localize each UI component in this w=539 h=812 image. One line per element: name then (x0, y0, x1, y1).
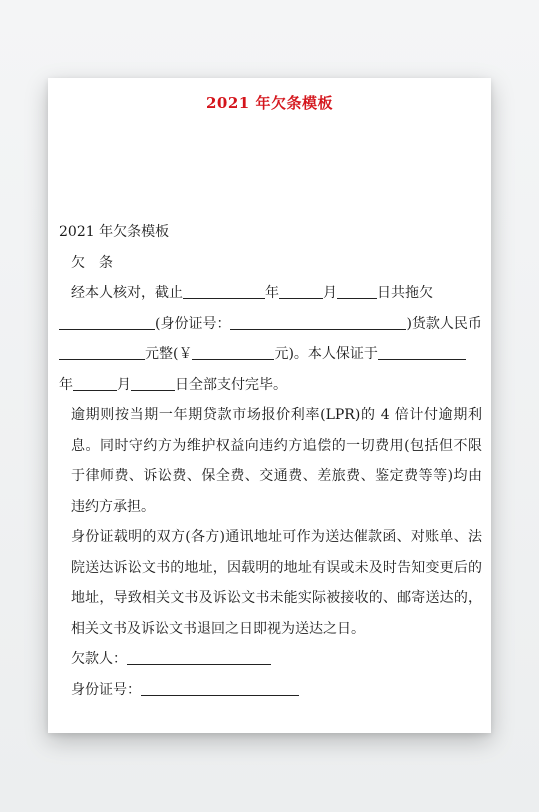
line4-text-b: 月 (117, 376, 131, 393)
document-title: 2021 年欠条模板 (206, 94, 333, 112)
line2-text-b: )货款人民币 (406, 315, 482, 332)
blank-year-2 (378, 345, 466, 360)
blank-amount-words (59, 345, 145, 360)
blank-day-2 (131, 376, 175, 391)
id-number-blank (141, 681, 299, 696)
blank-month-2 (73, 376, 117, 391)
blank-amount-number (192, 345, 274, 360)
debtor-signature-line (59, 644, 482, 675)
line2-text-a: (身份证号： (155, 315, 231, 332)
debtor-label: 欠款人： (71, 651, 127, 667)
line4-text-c: 日全部支付完毕。 (175, 376, 287, 393)
debt-line-4 (59, 370, 482, 401)
line1-text-b: 年 (265, 285, 279, 301)
blank-id-number (230, 315, 406, 330)
blank-day-1 (337, 284, 377, 299)
debtor-signature-blank (127, 650, 271, 665)
blank-month-1 (279, 284, 323, 299)
blank-creditor (59, 315, 155, 330)
blank-year-1 (183, 284, 265, 299)
heading-left: 欠 (71, 254, 85, 271)
line1-text-a: 经本人核对，截止 (71, 285, 183, 301)
line1-text-d: 日共拖欠 (377, 285, 433, 301)
debt-line-3 (59, 339, 482, 370)
id-number-line (59, 675, 482, 706)
document-page (48, 78, 491, 733)
heading-right: 条 (99, 254, 113, 271)
subtitle: 2021 年欠条模板 (59, 224, 170, 240)
line1-text-c: 月 (323, 285, 337, 301)
id-number-label: 身份证号： (71, 681, 141, 698)
line3-text-b: 元)。本人保证于 (274, 346, 378, 362)
document-body (59, 217, 482, 705)
debt-line-2 (59, 309, 482, 340)
subtitle-line (59, 217, 482, 248)
heading-line (59, 248, 482, 279)
line3-text-a: 元整(￥ (145, 346, 193, 362)
debt-line-1 (59, 278, 482, 309)
address-paragraph: 身份证载明的双方(各方)通讯地址可作为送达催款函、对账单、法院送达诉讼文书的地址，因载明的地址有误或未及时告知变更后的地址，导致相关文书及诉讼文书未能实际被接收的、邮寄送达的，相关文书及诉讼文书退回之日即视为送达之日。 (71, 529, 482, 637)
line4-text-a: 年 (59, 376, 73, 393)
interest-paragraph: 逾期则按当期一年期贷款市场报价利率(LPR)的 4 倍计付逾期利息。同时守约方为维护权益向违约方追偿的一切费用(包括但不限于律师费、诉讼费、保全费、交通费、差旅费、鉴定费等等)均由违约方承担。 (71, 407, 482, 515)
